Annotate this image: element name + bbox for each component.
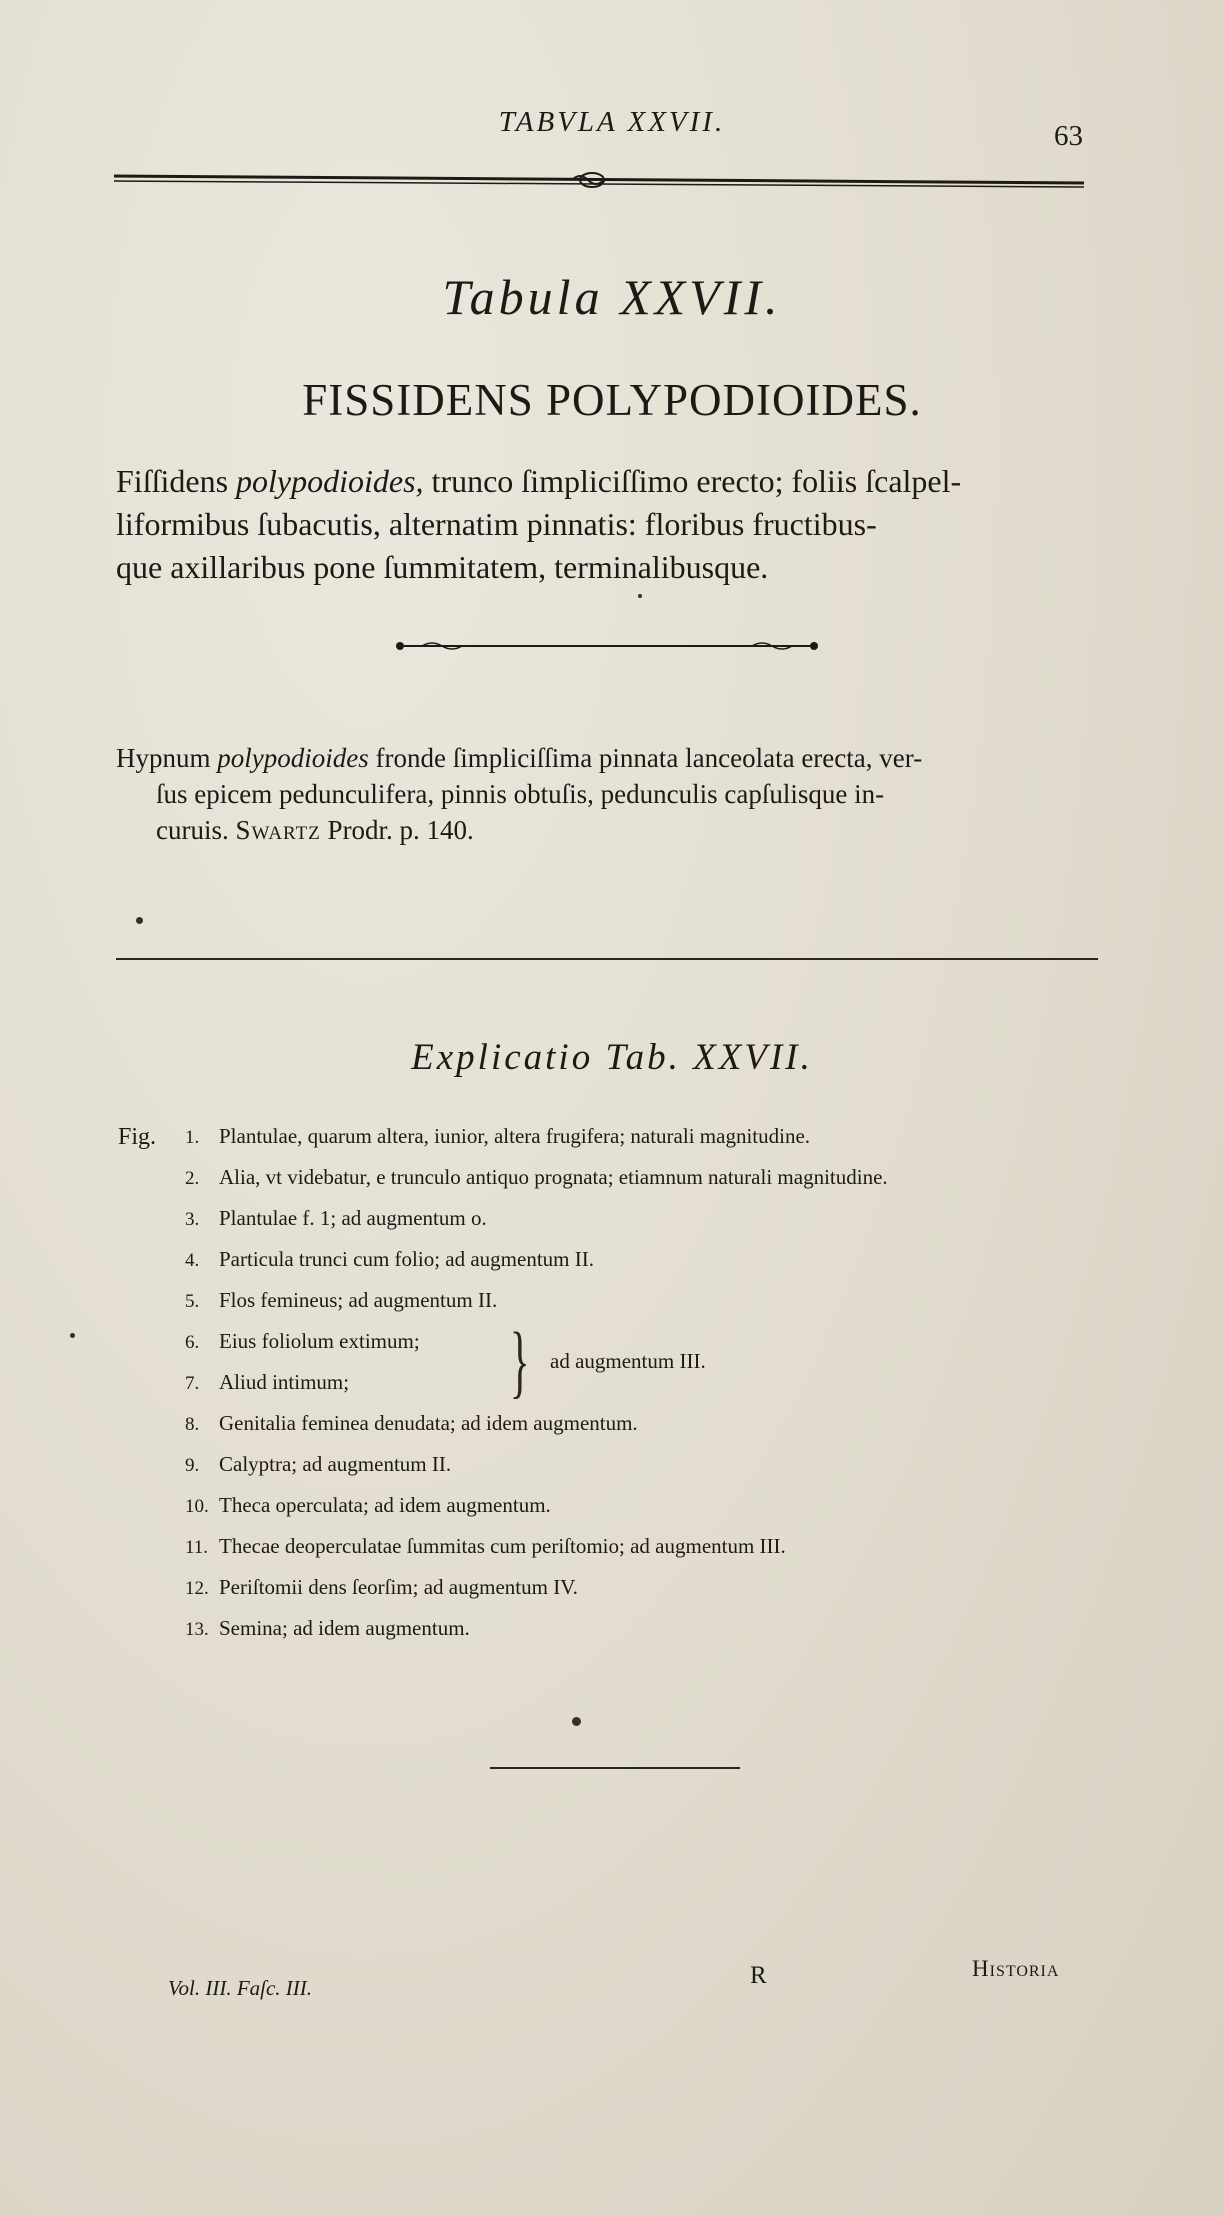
figure-entry: 6. Eius foliolum extimum; [185,1329,420,1353]
figure-entry: 5. Flos femineus; ad augmentum II. [185,1288,498,1312]
diagnosis-line: que axillaribus pone ſummitatem, terminalibusque. [116,549,769,585]
species-title: FISSIDENS POLYPODIOIDES. [302,375,922,425]
synonym-line: ſus epicem pedunculifera, pinnis obtuſis, pedunculis capſulisque in- [156,779,885,809]
running-head: TABVLA XXVII. [498,106,726,138]
signature-mark: R [750,1962,767,1989]
figure-entry: 1. Plantulae, quarum altera, iunior, altera frugifera; naturali magnitudine. [185,1124,811,1148]
figure-entry: 4. Particula trunci cum folio; ad augmentum II. [185,1247,594,1271]
ink-speck [70,1333,75,1338]
plate-title: Tabula XXVII. [442,269,782,325]
figure-entry: 10. Theca operculata; ad idem augmentum. [185,1493,551,1517]
figure-entry: 9. Calyptra; ad augmentum II. [185,1452,452,1476]
closing-rule [490,1767,740,1769]
fig-label: Fig. [118,1124,157,1150]
brace-note: ad augmentum III. [550,1349,706,1373]
synonym-line: Hypnum polypodioides fronde ſimpliciſſima pinnata lanceolata erecta, ver- [116,743,923,773]
diagnosis-line: Fiſſidens polypodioides, trunco ſimpliciſſimo erecto; foliis ſcalpel- [116,463,962,499]
synonym-citation [116,740,1076,848]
ink-speck [638,594,642,598]
species-diagnosis [116,460,1076,589]
catchword: Historia [972,1956,1060,1981]
diagnosis-line: liformibus ſubacutis, alternatim pinnatis: floribus fructibus- [116,506,877,542]
explicatio-heading: Explicatio Tab. XXVII. [411,1037,813,1078]
ornamental-rule [114,168,1084,192]
figure-entry: 13. Semina; ad idem augmentum. [185,1616,470,1640]
brace: } [509,1315,530,1406]
figure-entry: 3. Plantulae f. 1; ad augmentum o. [185,1206,487,1230]
volume-note: Vol. III. Faſc. III. [168,1976,313,2000]
figure-entry: 11. Thecae deoperculatae ſummitas cum periſtomio; ad augmentum III. [185,1534,786,1558]
synonym-line: curuis. Swartz Prodr. p. 140. [156,815,474,845]
figure-entry: 8. Genitalia feminea denudata; ad idem augmentum. [185,1411,638,1435]
ink-speck [136,917,143,924]
page-number: 63 [1054,120,1083,152]
figure-entry: 2. Alia, vt videbatur, e trunculo antiquo prognata; etiamnum naturali magnitudine. [185,1165,888,1189]
section-rule [116,958,1098,960]
figure-entry: 7. Aliud intimum; [185,1370,350,1394]
ornamental-divider [392,635,822,657]
figure-entry: 12. Periſtomii dens ſeorſim; ad augmentum IV. [185,1575,578,1599]
ink-speck [572,1717,581,1726]
